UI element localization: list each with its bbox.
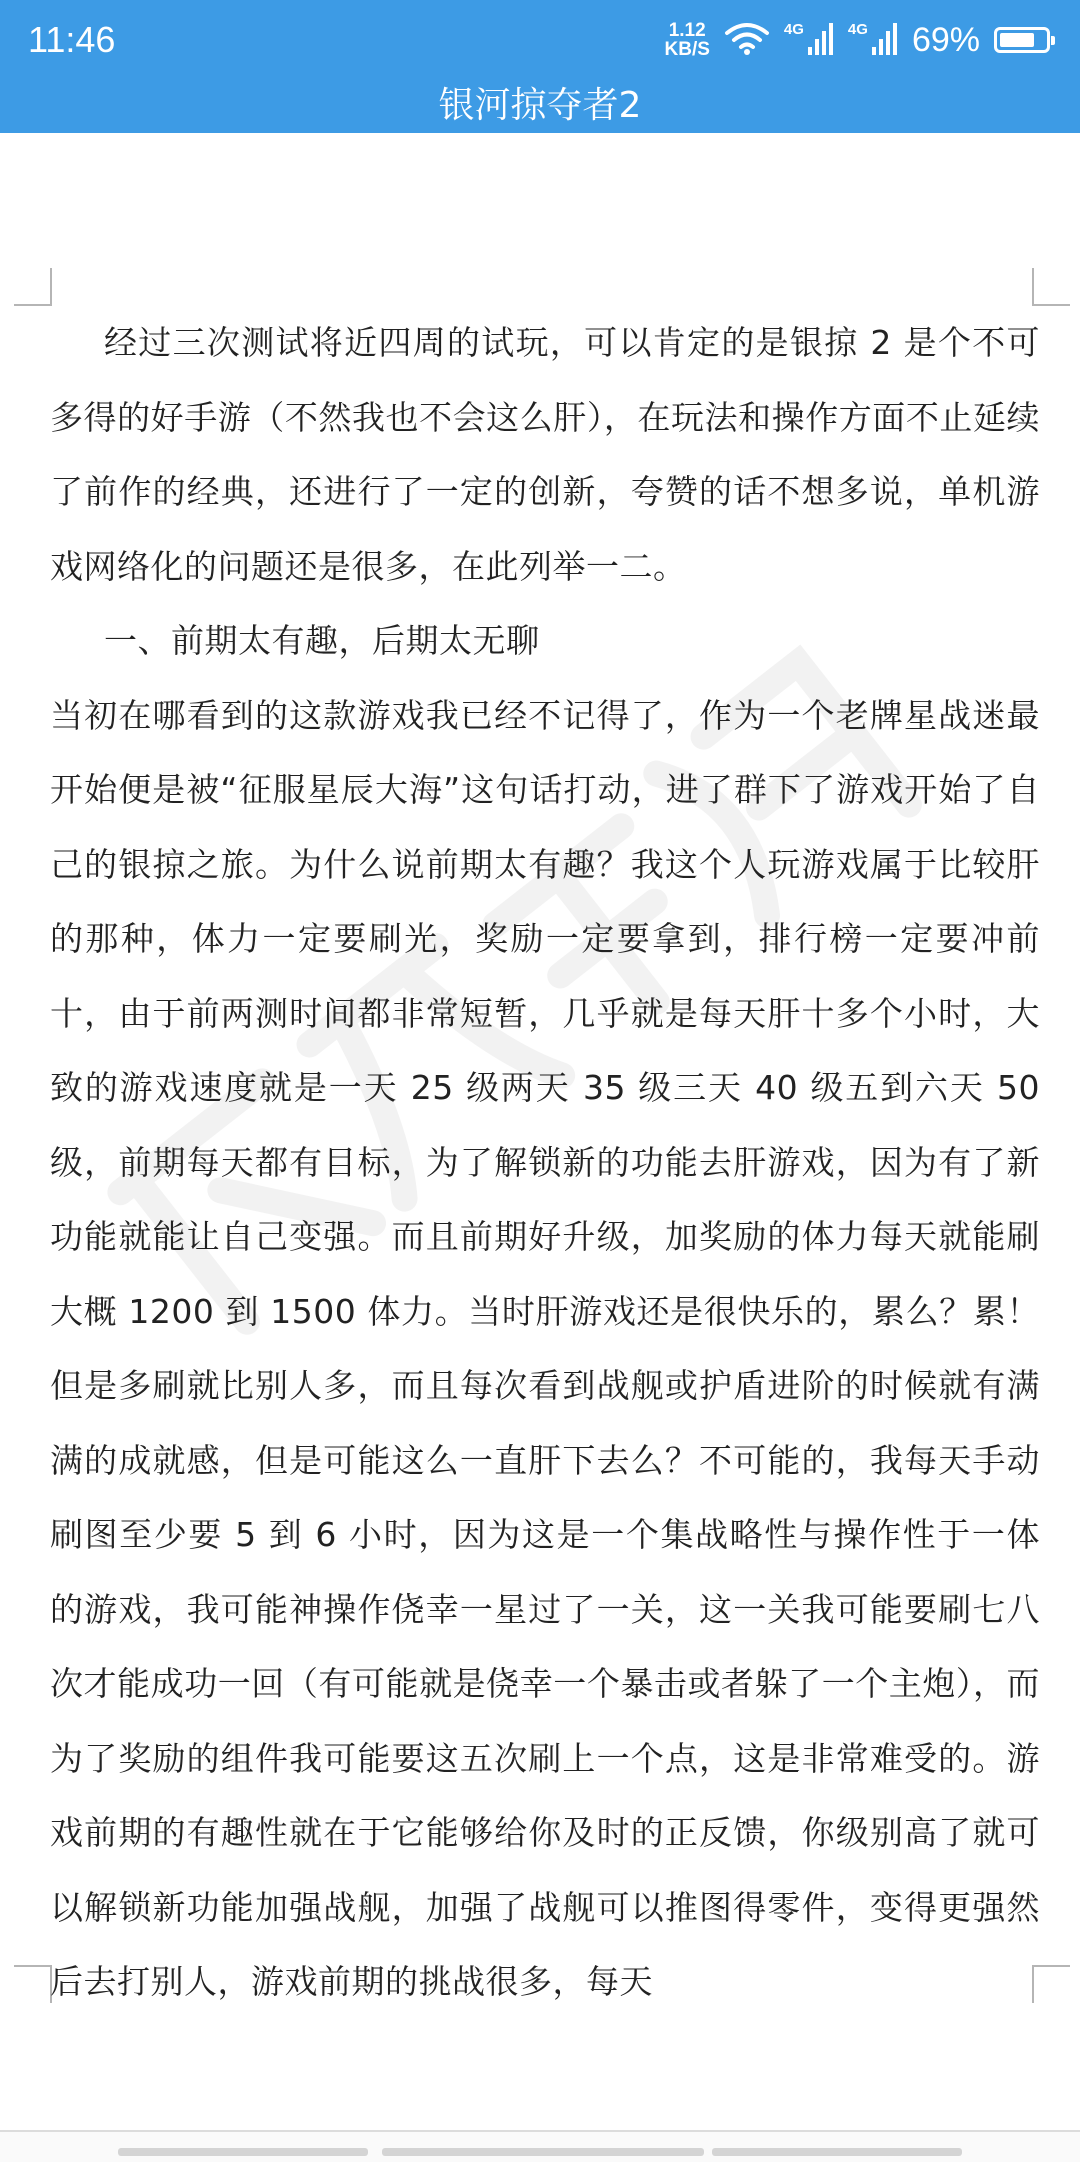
sim2-network-type: 4G bbox=[847, 21, 868, 38]
network-speed-value: 1.12 bbox=[668, 20, 706, 41]
document-page[interactable] bbox=[0, 133, 1080, 2143]
battery-percent: 69% bbox=[911, 20, 980, 59]
signal-icon bbox=[808, 21, 834, 59]
page-corner-mark bbox=[14, 268, 52, 306]
battery-icon bbox=[994, 27, 1050, 53]
page-tab-indicator[interactable] bbox=[712, 2148, 962, 2156]
sim2-signal bbox=[848, 21, 898, 59]
network-speed-unit: KB/S bbox=[664, 39, 710, 60]
section-heading: 一、前期太有趣，后期太无聊 bbox=[104, 621, 540, 660]
sim1-signal bbox=[784, 21, 834, 59]
wifi-icon bbox=[724, 21, 770, 59]
app-bar bbox=[0, 0, 1080, 133]
signal-icon bbox=[872, 21, 898, 59]
document-title: 银河掠夺者2 bbox=[438, 85, 642, 126]
status-time: 11:46 bbox=[28, 19, 116, 60]
page-corner-mark bbox=[1032, 268, 1070, 306]
status-icons bbox=[665, 14, 1051, 66]
page-corner-mark bbox=[14, 1965, 52, 2003]
page-tab-indicator[interactable] bbox=[118, 2148, 368, 2156]
paragraph-intro: 经过三次测试将近四周的试玩，可以肯定的是银掠 2 是个不可多得的好手游（不然我也不会这么肝），在玩法和操作方面不止延续了前作的经典，还进行了一定的创新，夸赞的话不想多说，单机游戏网络化的问题还是很多，在此列举一二。 bbox=[50, 323, 1040, 586]
page-tab-bar bbox=[0, 2130, 1080, 2162]
network-speed bbox=[665, 21, 710, 59]
sim1-network-type: 4G bbox=[783, 21, 804, 38]
document-body bbox=[50, 306, 1040, 2020]
paragraph-body: 当初在哪看到的这款游戏我已经不记得了，作为一个老牌星战迷最开始便是被“征服星辰大海”这句话打动，进了群下了游戏开始了自己的银掠之旅。为什么说前期太有趣？我这个人玩游戏属于比较肝的那种，体力一定要刷光，奖励一定要拿到，排行榜一定要冲前十，由于前两测时间都非常短暂，几乎就是每天肝十多个小时，大致的游戏速度就是一天 25 级两天 35 级三天 40 级五到六天 50 级，前期每天都有目标，为了解锁新的功能去肝游戏，因为有了新功能就能让自己变强。而且前期好升级，加奖励的体力每天就能刷大概 1200 到 1500 体力。当时肝游戏还是很快乐的，累么？累！但是多刷就比别人多，而且每次看到战舰或护盾进阶的时候就有满满的成就感，但是可能这么一直肝下去么？不可能的，我每天手动刷图至少要 5 到 6 小时，因为这是一个集战略性与操作性于一体的游戏，我可能神操作侥幸一星过了一关，这一关我可能要刷七八次才能成功一回（有可能就是侥幸一个暴击或者躲了一个主炮），而为了奖励的组件我可能要这五次刷上一个点，这是非常难受的。游戏前期的有趣性就在于它能够给你及时的正反馈，你级别高了就可以解锁新功能加强战舰，加强了战舰可以推图得零件，变得更强然后去打别人，游戏前期的挑战很多，每天 bbox=[50, 695, 1040, 2001]
page-tab-indicator[interactable] bbox=[382, 2148, 704, 2156]
